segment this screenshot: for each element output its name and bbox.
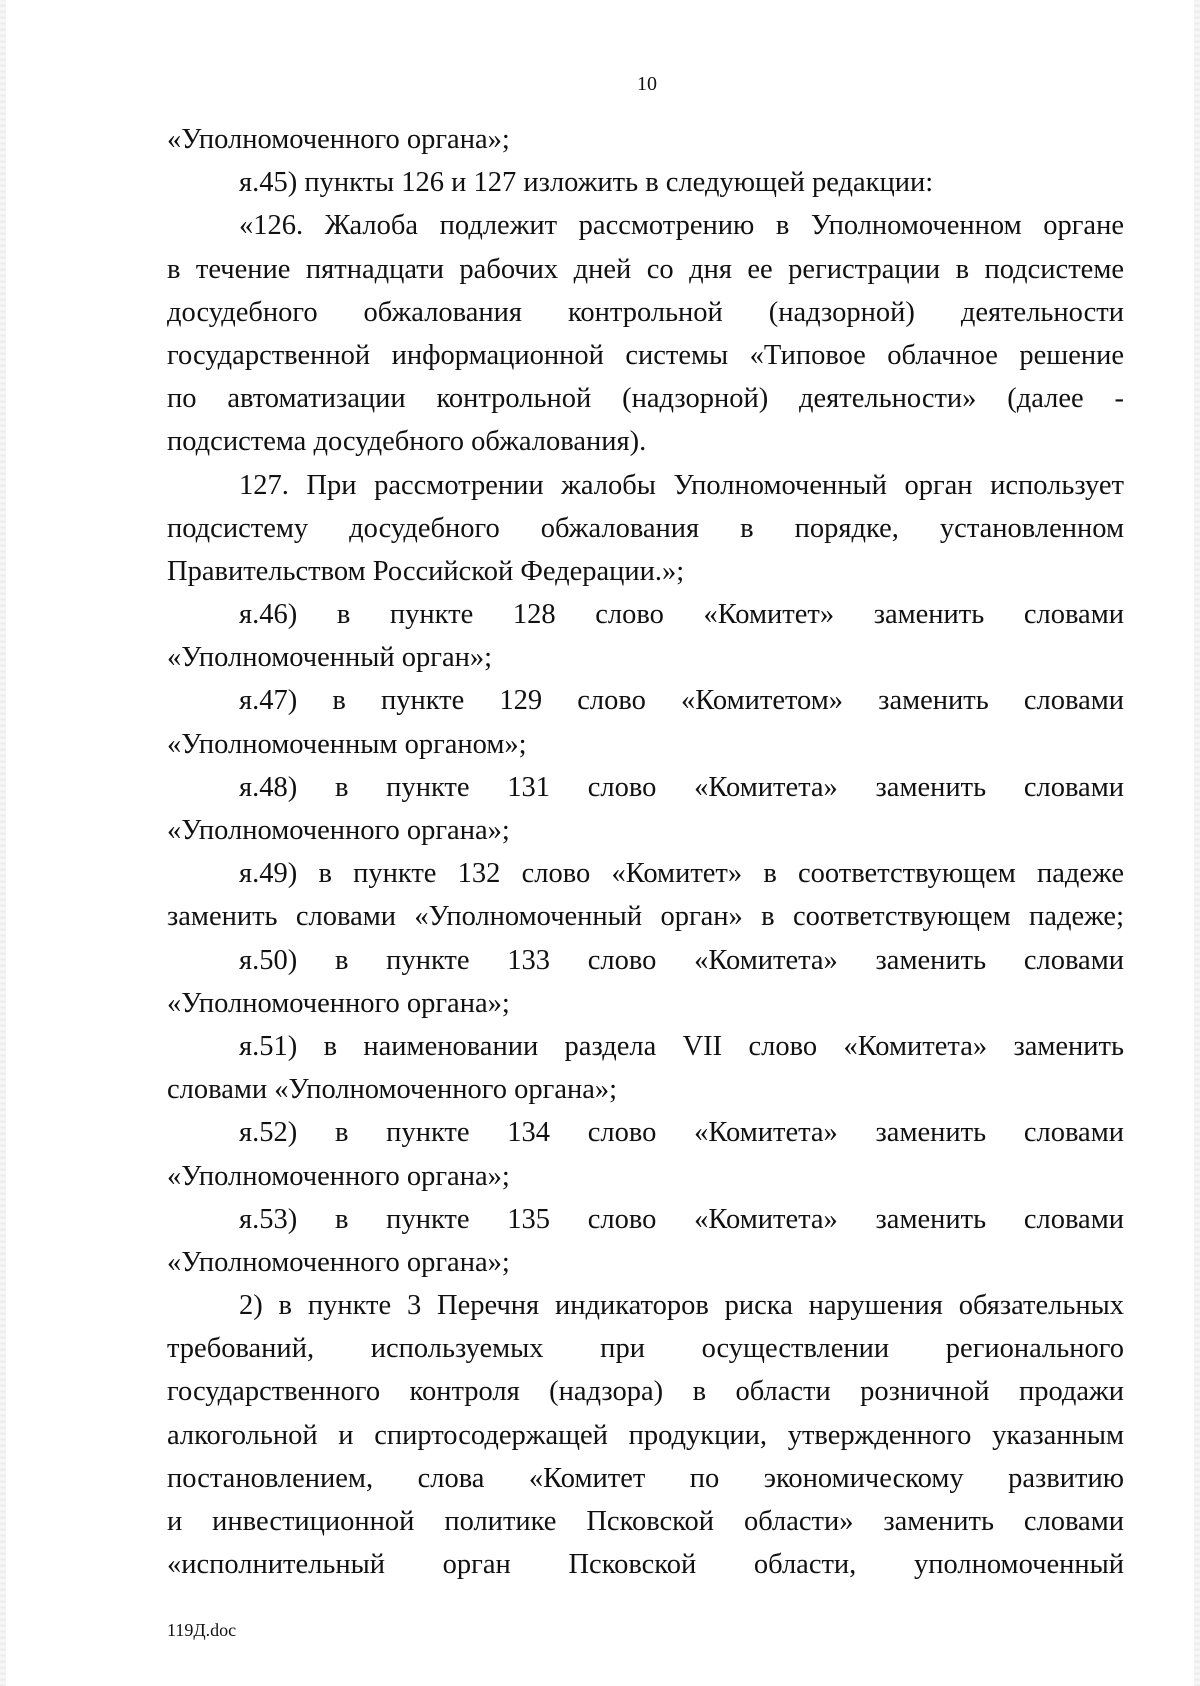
text-line: я.52) в пункте 134 слово «Комитета» заменить словами — [239, 1117, 1124, 1149]
scan-edge-left — [0, 0, 6, 1686]
text-line: государственной информационной системы «Типовое облачное решение — [167, 339, 1124, 371]
text-line: «Уполномоченного органа»; — [167, 815, 510, 846]
text-line: и инвестиционной политике Псковской области» заменить словами — [167, 1506, 1124, 1537]
text-line: досудебного обжалования контрольной (надзорной) деятельности — [167, 296, 1124, 328]
text-line: словами «Уполномоченного органа»; — [167, 1074, 618, 1106]
text-line: подсистема досудебного обжалования). — [167, 426, 647, 458]
text-line: «Уполномоченный орган»; — [167, 642, 493, 674]
text-line: требований, используемых при осуществлении регионального — [167, 1333, 1124, 1365]
footer-filename: 119Д.doc — [167, 1620, 237, 1640]
text-line: «исполнительный орган Псковской области, уполномоченный — [167, 1549, 1124, 1581]
scan-edge-right — [1194, 0, 1200, 1686]
document-body — [167, 118, 1124, 1586]
text-line: заменить словами «Уполномоченный орган» в соответствующем падеже; — [167, 901, 1124, 933]
text-line: я.46) в пункте 128 слово «Комитет» заменить словами — [239, 599, 1124, 631]
text-line: подсистему досудебного обжалования в порядке, установленном — [167, 512, 1124, 544]
text-line: постановлением, слова «Комитет по экономическому развитию — [167, 1462, 1124, 1494]
text-line: по автоматизации контрольной (надзорной) деятельности» (далее - — [167, 383, 1124, 415]
text-line: 2) в пункте 3 Перечня индикаторов риска нарушения обязательных — [239, 1290, 1124, 1322]
text-line: «Уполномоченного органа»; — [167, 1160, 510, 1192]
text-line: «Уполномоченного органа»; — [167, 1246, 510, 1278]
text-line: «Уполномоченного органа»; — [167, 124, 510, 155]
text-line: Правительством Российской Федерации.»; — [167, 555, 685, 587]
text-line: я.45) пункты 126 и 127 изложить в следующей редакции: — [239, 167, 934, 199]
text-line: я.51) в наименовании раздела VII слово «Комитета» заменить — [239, 1030, 1124, 1062]
text-line: государственного контроля (надзора) в области розничной продажи — [167, 1376, 1124, 1408]
text-line: я.48) в пункте 131 слово «Комитета» заменить словами — [239, 771, 1124, 803]
text-line: «Уполномоченным органом»; — [167, 728, 527, 760]
text-line: я.49) в пункте 132 слово «Комитет» в соответствующем падеже — [239, 858, 1124, 890]
text-line: 127. При рассмотрении жалобы Уполномоченный орган использует — [239, 469, 1124, 501]
text-line: я.50) в пункте 133 слово «Комитета» заменить словами — [239, 944, 1124, 976]
text-line: алкогольной и спиртосодержащей продукции, утвержденного указанным — [167, 1419, 1124, 1451]
text-line: «Уполномоченного органа»; — [167, 987, 510, 1019]
text-line: я.53) в пункте 135 слово «Комитета» заменить словами — [239, 1203, 1124, 1235]
text-line: «126. Жалоба подлежит рассмотрению в Уполномоченном органе — [239, 210, 1124, 242]
text-line: в течение пятнадцати рабочих дней со дня ее регистрации в подсистеме — [167, 253, 1124, 285]
text-line: я.47) в пункте 129 слово «Комитетом» заменить словами — [239, 685, 1124, 717]
page-number: 10 — [637, 73, 657, 95]
